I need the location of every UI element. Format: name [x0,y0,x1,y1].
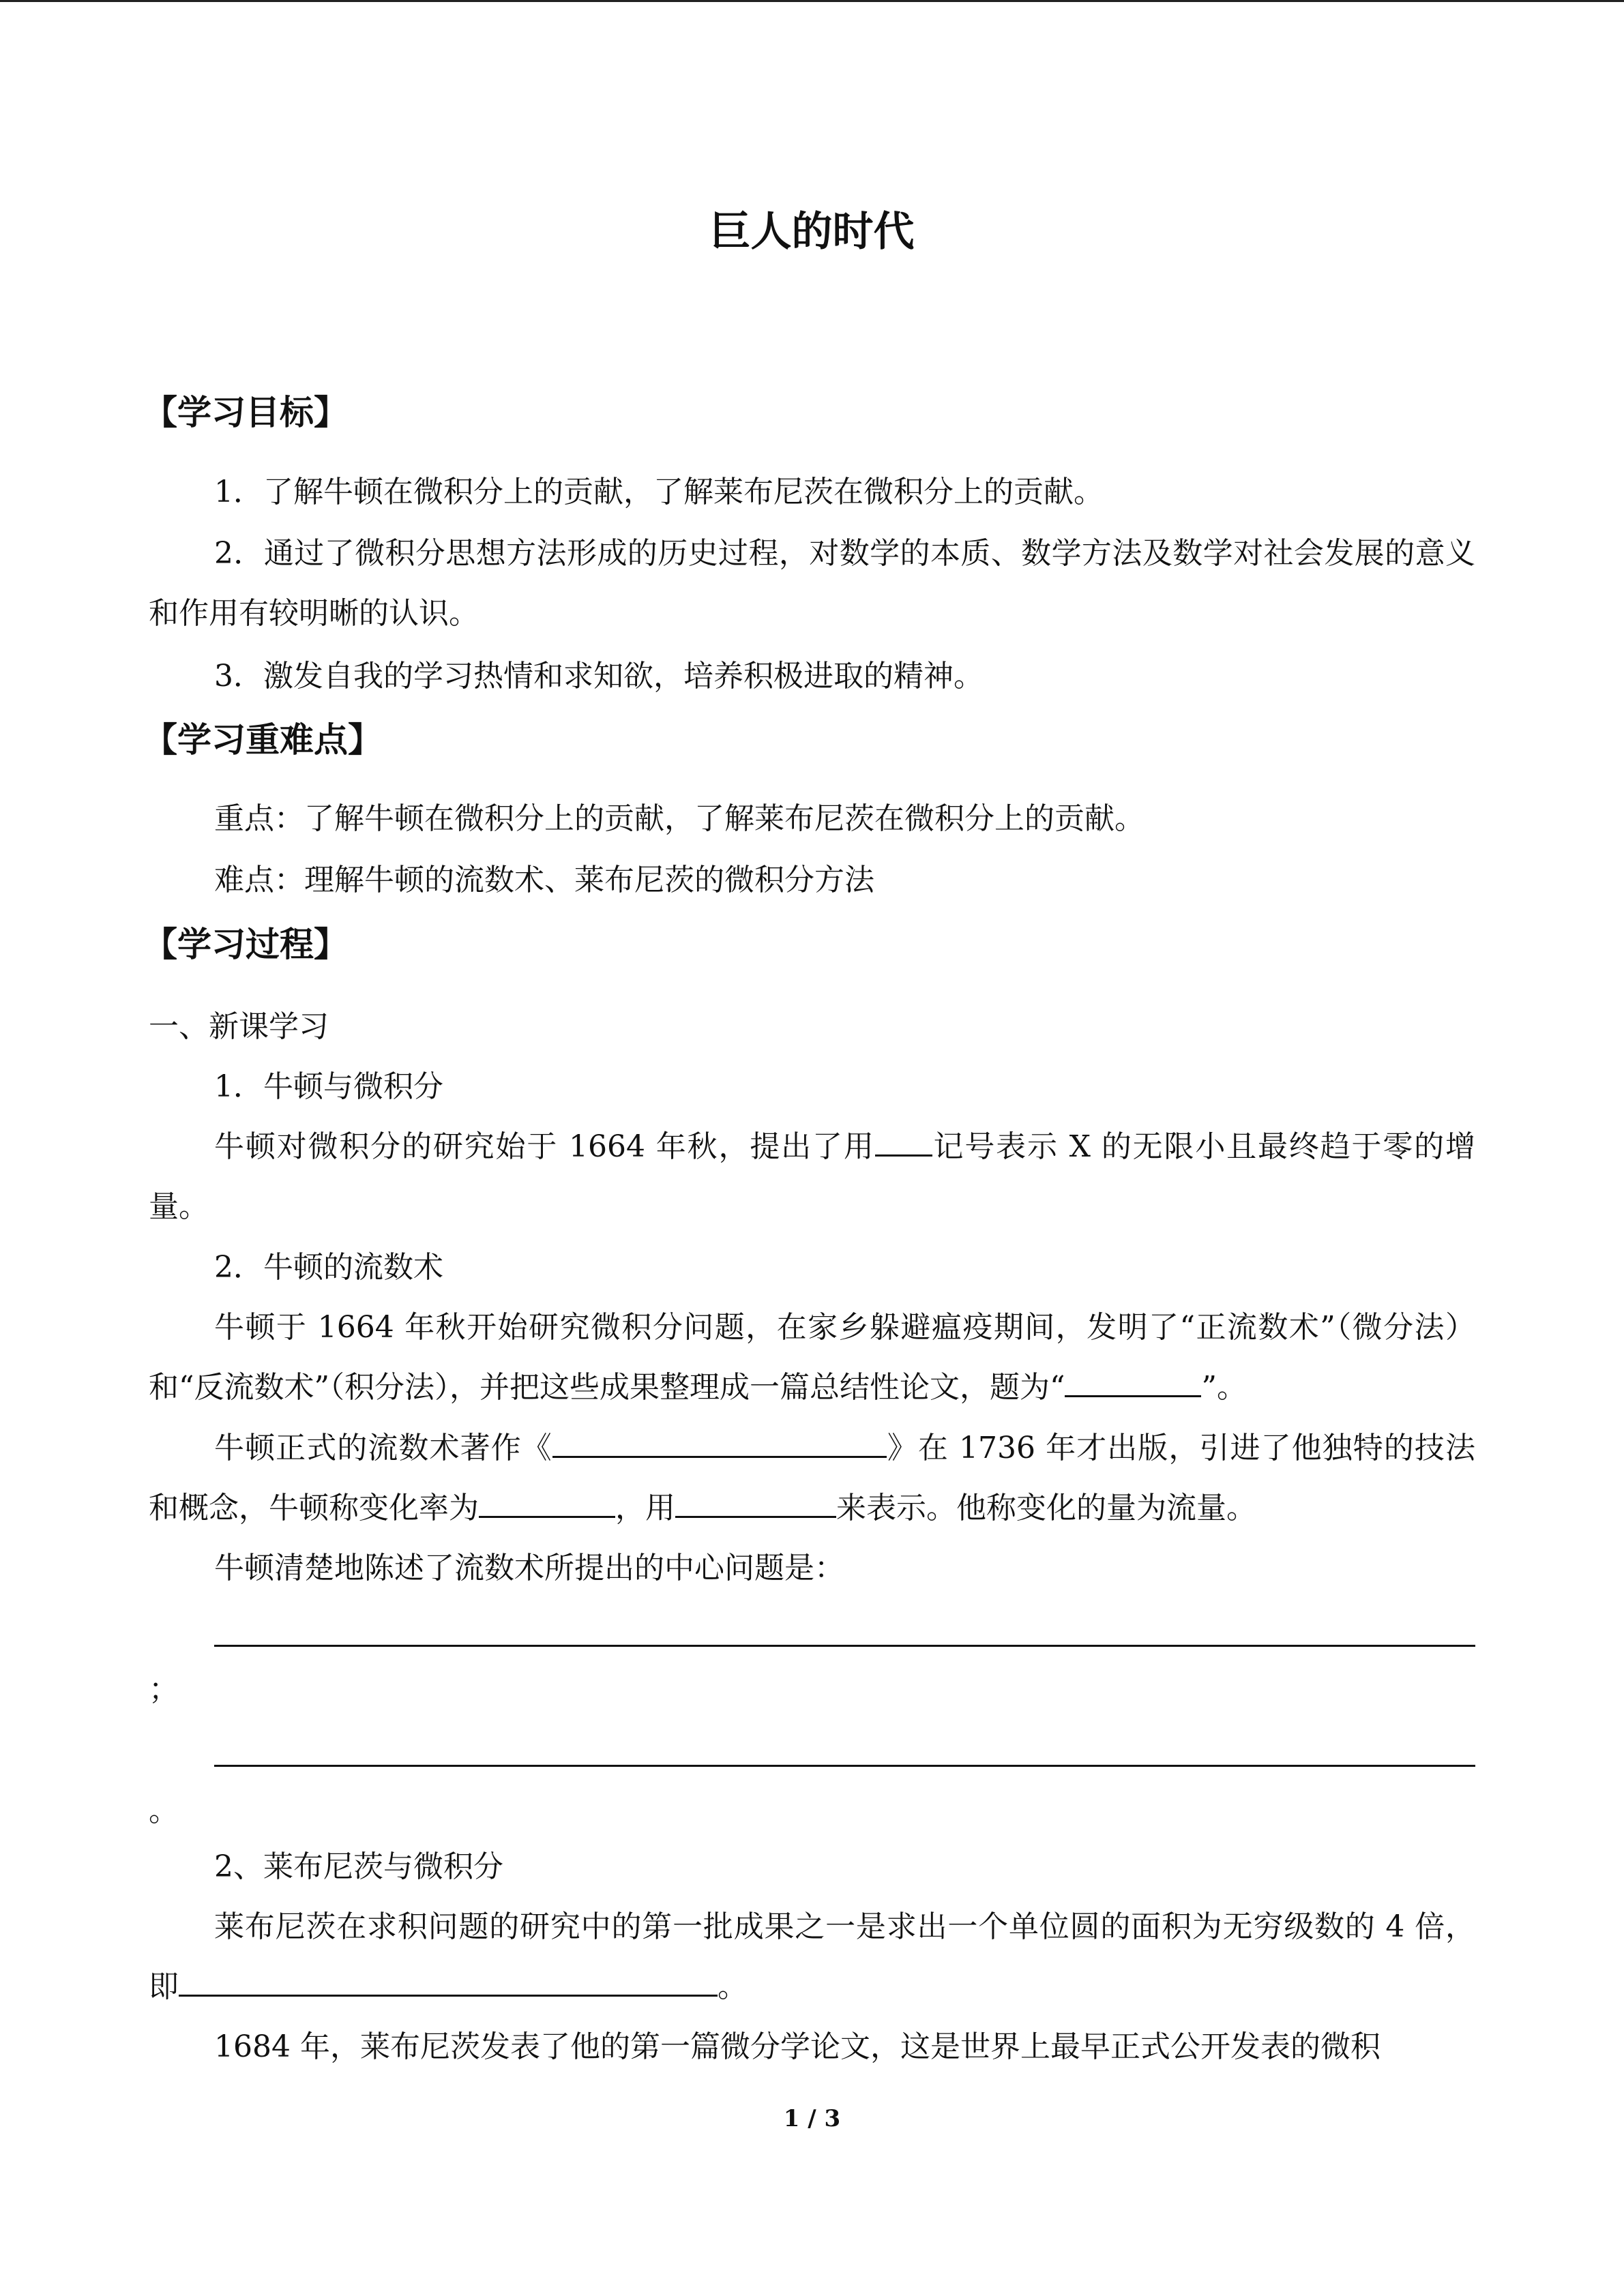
fill-blank[interactable] [179,1967,718,1997]
text-segment: ，用 [615,1491,675,1525]
text-segment: 来表示。他称变化的量为流量。 [836,1491,1256,1525]
text-segment: 牛顿对微积分的研究始于 1664 年秋，提出了用 [214,1129,875,1164]
heading-process: 【学习过程】 [143,925,348,964]
text-segment: 牛顿正式的流数术著作《 [214,1431,552,1465]
paragraph-fluxions-book [149,1418,1475,1538]
fill-blank[interactable] [875,1127,932,1157]
paragraph-central-problem: 牛顿清楚地陈述了流数术所提出的中心问题是： [214,1551,844,1585]
key-point: 重点：了解牛顿在微积分上的贡献，了解莱布尼茨在微积分上的贡献。 [214,801,1145,836]
objective-2: 2．通过了微积分思想方法形成的历史过程，对数学的本质、数学方法及数学对社会发展的意义和作用有较明晰的认识。 [149,536,1475,631]
fill-blank[interactable] [675,1489,836,1518]
subheading-newton: 1．牛顿与微积分 [214,1069,443,1104]
text-segment: 记号表示 X 的无限小且最终趋于零的增量。 [149,1129,1476,1224]
answer-line-1[interactable] [214,1645,1475,1647]
subheading-fluxions: 2．牛顿的流数术 [214,1250,443,1285]
text-segment: 》在 1736 年才出版，引进了他独特的技法和概念，牛顿称变化率为 [149,1431,1475,1525]
objective-1: 1．了解牛顿在微积分上的贡献，了解莱布尼茨在微积分上的贡献。 [214,475,1104,509]
paragraph-leibniz-circle [149,1897,1475,2017]
text-segment: 莱布尼茨在求积问题的研究中的第一批成果之一是求出一个单位圆的面积为无穷级数的 4 倍，即 [149,1909,1475,2004]
heading-objectives: 【学习目标】 [143,393,348,432]
fill-blank[interactable] [552,1429,887,1458]
answer-line-2[interactable] [214,1765,1475,1767]
paragraph-leibniz-paper: 1684 年，莱布尼茨发表了他的第一篇微分学论文，这是世界上最早正式公开发表的微积 [214,2029,1381,2064]
paragraph-newton-notation [149,1117,1475,1237]
text-segment: 。 [718,1969,748,2004]
text-segment: ”。 [1201,1370,1247,1405]
fill-blank[interactable] [479,1489,615,1518]
difficult-point: 难点：理解牛顿的流数术、莱布尼茨的微积分方法 [214,863,874,897]
semicolon: ； [149,1672,179,1707]
top-border [0,0,1624,2]
part-new-lesson: 一、新课学习 [149,1009,329,1044]
subheading-leibniz: 2、莱布尼茨与微积分 [214,1849,503,1884]
period: 。 [149,1793,179,1828]
paragraph-fluxions-invention [149,1298,1475,1418]
text-segment: 牛顿于 1664 年秋开始研究微积分问题，在家乡躲避瘟疫期间，发明了“正流数术”（微分法）和“反流数术”（积分法），并把这些成果整理成一篇总结性论文，题为“ [149,1310,1475,1405]
heading-key-points: 【学习重难点】 [143,720,382,760]
objective-3: 3．激发自我的学习热情和求知欲，培养积极进取的精神。 [214,659,984,694]
page-title: 巨人的时代 [709,208,915,256]
fill-blank[interactable] [1065,1368,1201,1397]
page-number: 1 / 3 [783,2105,841,2132]
